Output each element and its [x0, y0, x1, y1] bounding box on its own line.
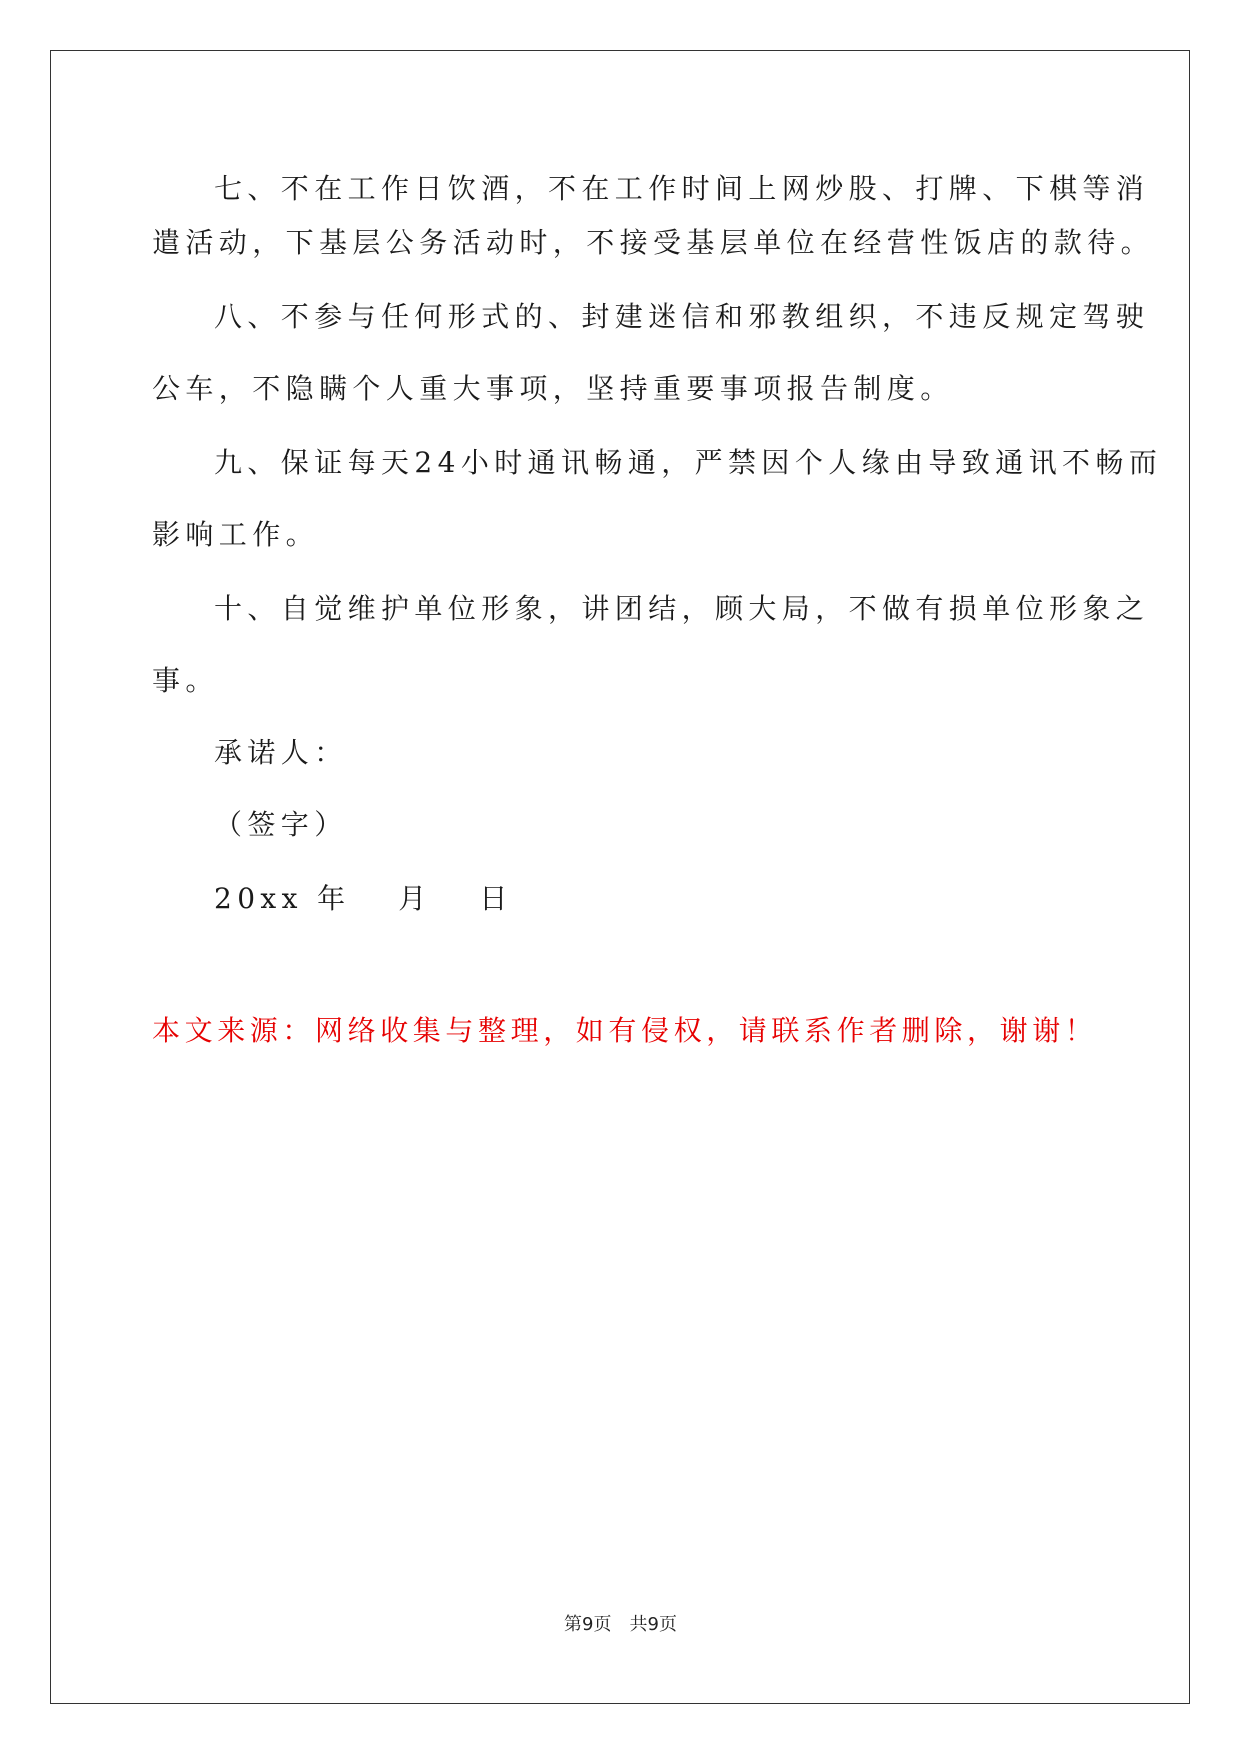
- page-number: 第9页: [564, 1614, 612, 1635]
- paragraph-9-line-2: 影响工作。: [152, 518, 320, 551]
- signature-label: （签字）: [214, 808, 348, 841]
- paragraph-8-line-2: 公车，不隐瞒个人重大事项，坚持重要事项报告制度。: [152, 372, 954, 405]
- paragraph-10-line-1: 十、自觉维护单位形象，讲团结，顾大局，不做有损单位形象之: [214, 592, 1150, 625]
- page-border: [50, 50, 1190, 1704]
- page-total: 共9页: [629, 1614, 677, 1635]
- page-footer: [0, 1614, 1241, 1636]
- paragraph-7-line-2: 遣活动，下基层公务活动时，不接受基层单位在经营性饭店的款待。: [152, 226, 1155, 259]
- promisor-label: 承诺人：: [214, 736, 348, 769]
- paragraph-9-line-1: 九、保证每天24小时通讯畅通，严禁因个人缘由导致通讯不畅而: [214, 446, 1163, 479]
- paragraph-10-line-2: 事。: [152, 664, 219, 697]
- date-line: 20xx 年 月 日: [214, 882, 513, 915]
- paragraph-7-line-1: 七、不在工作日饮酒，不在工作时间上网炒股、打牌、下棋等消: [214, 172, 1150, 205]
- source-note: 本文来源：网络收集与整理，如有侵权，请联系作者删除，谢谢！: [152, 1014, 1098, 1047]
- paragraph-8-line-1: 八、不参与任何形式的、封建迷信和邪教组织，不违反规定驾驶: [214, 300, 1150, 333]
